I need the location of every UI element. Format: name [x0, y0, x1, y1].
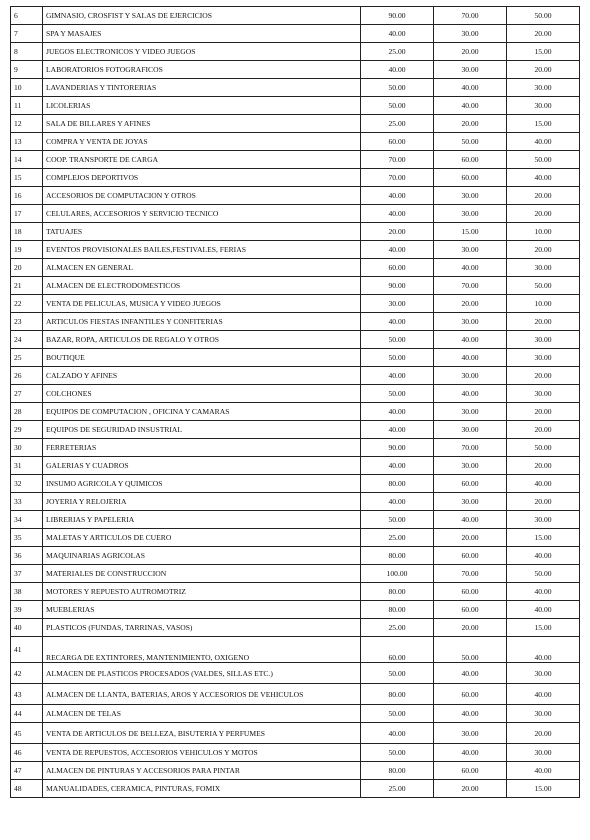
rate-value-2: 30.00	[434, 205, 507, 223]
row-number: 37	[11, 565, 43, 583]
rate-value-3: 20.00	[507, 367, 580, 385]
rate-value-3: 40.00	[507, 133, 580, 151]
rate-value-2: 20.00	[434, 295, 507, 313]
activity-name: TATUAJES	[43, 223, 361, 241]
row-number: 42	[11, 663, 43, 684]
rate-value-3: 20.00	[507, 493, 580, 511]
activity-name: EQUIPOS DE SEGURIDAD INSUSTRIAL	[43, 421, 361, 439]
rate-value-2: 30.00	[434, 25, 507, 43]
row-number: 22	[11, 295, 43, 313]
rate-value-2: 40.00	[434, 705, 507, 723]
activity-name: CELULARES, ACCESORIOS Y SERVICIO TECNICO	[43, 205, 361, 223]
rate-value-3: 40.00	[507, 547, 580, 565]
row-number: 38	[11, 583, 43, 601]
activity-name: LABORATORIOS FOTOGRAFICOS	[43, 61, 361, 79]
rate-value-1: 40.00	[361, 187, 434, 205]
row-number: 20	[11, 259, 43, 277]
activity-name: LIBRERIAS Y PAPELERIA	[43, 511, 361, 529]
table-row	[11, 367, 580, 385]
table-row	[11, 421, 580, 439]
rate-value-1: 50.00	[361, 97, 434, 115]
rate-value-1: 40.00	[361, 457, 434, 475]
rate-value-3: 40.00	[507, 583, 580, 601]
activity-name: COOP. TRANSPORTE DE CARGA	[43, 151, 361, 169]
row-number: 47	[11, 762, 43, 780]
rate-value-3: 20.00	[507, 205, 580, 223]
row-number: 25	[11, 349, 43, 367]
activity-name: COMPRA Y VENTA DE JOYAS	[43, 133, 361, 151]
table-row	[11, 223, 580, 241]
table-row	[11, 349, 580, 367]
rate-value-3: 50.00	[507, 565, 580, 583]
table-row	[11, 619, 580, 637]
rate-value-1: 50.00	[361, 331, 434, 349]
activity-name: ALMACEN DE PINTURAS Y ACCESORIOS PARA PINTAR	[43, 762, 361, 780]
rate-value-1: 25.00	[361, 529, 434, 547]
table-row	[11, 529, 580, 547]
rate-value-1: 40.00	[361, 403, 434, 421]
rate-value-2: 40.00	[434, 385, 507, 403]
row-number: 24	[11, 331, 43, 349]
rate-value-1: 20.00	[361, 223, 434, 241]
rate-value-2: 30.00	[434, 367, 507, 385]
rate-value-3: 50.00	[507, 151, 580, 169]
table-row	[11, 705, 580, 723]
row-number: 46	[11, 744, 43, 762]
rate-value-3: 20.00	[507, 25, 580, 43]
rate-value-3: 30.00	[507, 663, 580, 684]
table-row	[11, 205, 580, 223]
rate-value-2: 40.00	[434, 259, 507, 277]
rate-value-2: 70.00	[434, 565, 507, 583]
table-row	[11, 475, 580, 493]
rate-value-1: 60.00	[361, 133, 434, 151]
table-row	[11, 637, 580, 663]
activity-name: FERRETERIAS	[43, 439, 361, 457]
table-row	[11, 547, 580, 565]
row-number: 44	[11, 705, 43, 723]
rate-value-2: 40.00	[434, 331, 507, 349]
rate-value-3: 30.00	[507, 385, 580, 403]
rate-value-1: 40.00	[361, 723, 434, 744]
rate-value-2: 70.00	[434, 277, 507, 295]
table-row	[11, 79, 580, 97]
rate-value-3: 40.00	[507, 762, 580, 780]
rate-value-2: 70.00	[434, 7, 507, 25]
rate-value-1: 40.00	[361, 25, 434, 43]
row-number: 6	[11, 7, 43, 25]
rate-value-2: 20.00	[434, 780, 507, 798]
table-row	[11, 385, 580, 403]
table-row	[11, 565, 580, 583]
activity-name: PLASTICOS (FUNDAS, TARRINAS, VASOS)	[43, 619, 361, 637]
rate-value-2: 60.00	[434, 169, 507, 187]
row-number: 16	[11, 187, 43, 205]
rate-value-1: 60.00	[361, 637, 434, 663]
table-row	[11, 684, 580, 705]
table-row	[11, 601, 580, 619]
rate-value-1: 50.00	[361, 349, 434, 367]
rate-value-1: 90.00	[361, 277, 434, 295]
rate-value-3: 30.00	[507, 97, 580, 115]
table-row	[11, 723, 580, 744]
rate-value-3: 30.00	[507, 744, 580, 762]
rate-value-2: 20.00	[434, 529, 507, 547]
rate-value-3: 40.00	[507, 475, 580, 493]
rate-value-2: 50.00	[434, 133, 507, 151]
activity-name: MUEBLERIAS	[43, 601, 361, 619]
table-row	[11, 780, 580, 798]
rate-value-1: 80.00	[361, 475, 434, 493]
rate-value-2: 60.00	[434, 151, 507, 169]
activity-name: SPA Y MASAJES	[43, 25, 361, 43]
activity-name: ALMACEN DE PLASTICOS PROCESADOS (VALDES, SILLAS ETC.)	[43, 663, 361, 684]
table-row	[11, 744, 580, 762]
rate-value-2: 20.00	[434, 115, 507, 133]
activity-name: EVENTOS PROVISIONALES BAILES,FESTIVALES, FERIAS	[43, 241, 361, 259]
rate-value-2: 30.00	[434, 241, 507, 259]
rate-value-2: 40.00	[434, 97, 507, 115]
rate-value-3: 15.00	[507, 780, 580, 798]
rate-value-1: 50.00	[361, 663, 434, 684]
rate-value-3: 20.00	[507, 313, 580, 331]
rate-value-2: 70.00	[434, 439, 507, 457]
rate-value-2: 40.00	[434, 511, 507, 529]
rate-value-1: 40.00	[361, 493, 434, 511]
activity-name: BOUTIQUE	[43, 349, 361, 367]
rate-value-3: 40.00	[507, 637, 580, 663]
rate-value-3: 10.00	[507, 295, 580, 313]
rate-value-3: 30.00	[507, 79, 580, 97]
rate-value-2: 30.00	[434, 313, 507, 331]
table-row	[11, 259, 580, 277]
rate-value-2: 60.00	[434, 475, 507, 493]
table-row	[11, 313, 580, 331]
table-row	[11, 133, 580, 151]
table-row	[11, 43, 580, 61]
rate-value-2: 30.00	[434, 457, 507, 475]
rate-value-2: 40.00	[434, 663, 507, 684]
activity-name: MOTORES Y REPUESTO AUTROMOTRIZ	[43, 583, 361, 601]
activity-name: MAQUINARIAS AGRICOLAS	[43, 547, 361, 565]
rate-value-1: 80.00	[361, 583, 434, 601]
tariff-table	[10, 6, 580, 798]
row-number: 32	[11, 475, 43, 493]
rate-value-3: 40.00	[507, 169, 580, 187]
rate-value-3: 50.00	[507, 277, 580, 295]
rate-value-1: 70.00	[361, 151, 434, 169]
rate-value-2: 15.00	[434, 223, 507, 241]
table-row	[11, 7, 580, 25]
rate-value-1: 25.00	[361, 780, 434, 798]
activity-name: MALETAS Y ARTICULOS DE CUERO	[43, 529, 361, 547]
rate-value-2: 50.00	[434, 637, 507, 663]
table-row	[11, 439, 580, 457]
activity-name: VENTA DE REPUESTOS, ACCESORIOS VEHICULOS Y MOTOS	[43, 744, 361, 762]
table-row	[11, 97, 580, 115]
row-number: 17	[11, 205, 43, 223]
rate-value-2: 30.00	[434, 187, 507, 205]
rate-value-3: 30.00	[507, 511, 580, 529]
rate-value-2: 40.00	[434, 744, 507, 762]
rate-value-2: 30.00	[434, 403, 507, 421]
rate-value-3: 10.00	[507, 223, 580, 241]
rate-value-1: 80.00	[361, 547, 434, 565]
row-number: 11	[11, 97, 43, 115]
rate-value-2: 60.00	[434, 547, 507, 565]
rate-value-1: 50.00	[361, 744, 434, 762]
activity-name: BAZAR, ROPA, ARTICULOS DE REGALO Y OTROS	[43, 331, 361, 349]
row-number: 9	[11, 61, 43, 79]
rate-value-2: 40.00	[434, 349, 507, 367]
rate-value-2: 60.00	[434, 684, 507, 705]
row-number: 33	[11, 493, 43, 511]
rate-value-1: 40.00	[361, 367, 434, 385]
rate-value-3: 20.00	[507, 723, 580, 744]
row-number: 23	[11, 313, 43, 331]
table-row	[11, 115, 580, 133]
rate-value-3: 20.00	[507, 457, 580, 475]
rate-value-3: 20.00	[507, 61, 580, 79]
row-number: 15	[11, 169, 43, 187]
rate-value-2: 60.00	[434, 601, 507, 619]
table-row	[11, 25, 580, 43]
tariff-table-body	[11, 7, 580, 798]
row-number: 39	[11, 601, 43, 619]
table-row	[11, 403, 580, 421]
row-number: 48	[11, 780, 43, 798]
activity-name: JUEGOS ELECTRONICOS Y VIDEO JUEGOS	[43, 43, 361, 61]
rate-value-3: 20.00	[507, 241, 580, 259]
rate-value-1: 40.00	[361, 61, 434, 79]
rate-value-3: 20.00	[507, 187, 580, 205]
rate-value-3: 50.00	[507, 439, 580, 457]
row-number: 29	[11, 421, 43, 439]
activity-name: SALA DE BILLARES Y AFINES	[43, 115, 361, 133]
rate-value-1: 50.00	[361, 511, 434, 529]
table-row	[11, 583, 580, 601]
rate-value-1: 40.00	[361, 421, 434, 439]
rate-value-2: 40.00	[434, 79, 507, 97]
activity-name: ACCESORIOS DE COMPUTACION Y OTROS	[43, 187, 361, 205]
row-number: 31	[11, 457, 43, 475]
rate-value-2: 30.00	[434, 493, 507, 511]
row-number: 21	[11, 277, 43, 295]
rate-value-3: 50.00	[507, 7, 580, 25]
row-number: 30	[11, 439, 43, 457]
table-row	[11, 61, 580, 79]
rate-value-1: 50.00	[361, 705, 434, 723]
activity-name: MANUALIDADES, CERAMICA, PINTURAS, FOMIX	[43, 780, 361, 798]
row-number: 40	[11, 619, 43, 637]
rate-value-3: 20.00	[507, 421, 580, 439]
table-row	[11, 457, 580, 475]
table-row	[11, 511, 580, 529]
rate-value-1: 90.00	[361, 7, 434, 25]
rate-value-1: 90.00	[361, 439, 434, 457]
rate-value-3: 15.00	[507, 43, 580, 61]
rate-value-1: 40.00	[361, 313, 434, 331]
row-number: 8	[11, 43, 43, 61]
row-number: 27	[11, 385, 43, 403]
activity-name: ALMACEN DE TELAS	[43, 705, 361, 723]
row-number: 26	[11, 367, 43, 385]
rate-value-3: 20.00	[507, 403, 580, 421]
rate-value-1: 40.00	[361, 205, 434, 223]
rate-value-2: 30.00	[434, 61, 507, 79]
table-row	[11, 331, 580, 349]
rate-value-1: 50.00	[361, 385, 434, 403]
rate-value-3: 15.00	[507, 529, 580, 547]
activity-name: RECARGA DE EXTINTORES, MANTENIMIENTO, OXIGENO	[43, 637, 361, 663]
rate-value-3: 30.00	[507, 705, 580, 723]
rate-value-2: 60.00	[434, 762, 507, 780]
rate-value-3: 30.00	[507, 259, 580, 277]
rate-value-1: 25.00	[361, 115, 434, 133]
activity-name: COMPLEJOS DEPORTIVOS	[43, 169, 361, 187]
row-number: 34	[11, 511, 43, 529]
rate-value-2: 20.00	[434, 43, 507, 61]
activity-name: COLCHONES	[43, 385, 361, 403]
table-row	[11, 187, 580, 205]
activity-name: VENTA DE PELICULAS, MUSICA Y VIDEO JUEGOS	[43, 295, 361, 313]
table-row	[11, 241, 580, 259]
row-number: 36	[11, 547, 43, 565]
activity-name: ALMACEN EN GENERAL	[43, 259, 361, 277]
row-number: 18	[11, 223, 43, 241]
row-number: 35	[11, 529, 43, 547]
row-number: 14	[11, 151, 43, 169]
rate-value-3: 30.00	[507, 349, 580, 367]
table-row	[11, 277, 580, 295]
rate-value-1: 80.00	[361, 762, 434, 780]
rate-value-3: 15.00	[507, 115, 580, 133]
activity-name: LICOLERIAS	[43, 97, 361, 115]
rate-value-2: 20.00	[434, 619, 507, 637]
rate-value-2: 30.00	[434, 723, 507, 744]
rate-value-1: 25.00	[361, 619, 434, 637]
rate-value-3: 40.00	[507, 601, 580, 619]
activity-name: ALMACEN DE LLANTA, BATERIAS, AROS Y ACCESORIOS DE VEHICULOS	[43, 684, 361, 705]
row-number: 7	[11, 25, 43, 43]
rate-value-3: 30.00	[507, 331, 580, 349]
table-row	[11, 762, 580, 780]
activity-name: VENTA DE ARTICULOS DE BELLEZA, BISUTERIA Y PERFUMES	[43, 723, 361, 744]
rate-value-1: 100.00	[361, 565, 434, 583]
row-number: 13	[11, 133, 43, 151]
rate-value-1: 50.00	[361, 79, 434, 97]
activity-name: LAVANDERIAS Y TINTORERIAS	[43, 79, 361, 97]
row-number: 43	[11, 684, 43, 705]
activity-name: ARTICULOS FIESTAS INFANTILES Y CONFITERIAS	[43, 313, 361, 331]
activity-name: ALMACEN DE ELECTRODOMESTICOS	[43, 277, 361, 295]
table-row	[11, 169, 580, 187]
rate-value-2: 30.00	[434, 421, 507, 439]
table-row	[11, 295, 580, 313]
activity-name: GALERIAS Y CUADROS	[43, 457, 361, 475]
activity-name: EQUIPOS DE COMPUTACION , OFICINA Y CAMARAS	[43, 403, 361, 421]
activity-name: CALZADO Y AFINES	[43, 367, 361, 385]
table-row	[11, 663, 580, 684]
rate-value-1: 80.00	[361, 601, 434, 619]
table-row	[11, 493, 580, 511]
rate-value-3: 40.00	[507, 684, 580, 705]
rate-value-1: 40.00	[361, 241, 434, 259]
rate-value-1: 30.00	[361, 295, 434, 313]
table-row	[11, 151, 580, 169]
rate-value-1: 80.00	[361, 684, 434, 705]
row-number: 41	[11, 637, 43, 663]
row-number: 28	[11, 403, 43, 421]
row-number: 19	[11, 241, 43, 259]
row-number: 45	[11, 723, 43, 744]
rate-value-2: 60.00	[434, 583, 507, 601]
activity-name: INSUMO AGRICOLA Y QUIMICOS	[43, 475, 361, 493]
rate-value-1: 60.00	[361, 259, 434, 277]
activity-name: MATERIALES DE CONSTRUCCION	[43, 565, 361, 583]
activity-name: JOYERIA Y RELOJERIA	[43, 493, 361, 511]
activity-name: GIMNASIO, CROSFIST Y SALAS DE EJERCICIOS	[43, 7, 361, 25]
rate-value-1: 70.00	[361, 169, 434, 187]
row-number: 10	[11, 79, 43, 97]
rate-value-3: 15.00	[507, 619, 580, 637]
row-number: 12	[11, 115, 43, 133]
rate-value-1: 25.00	[361, 43, 434, 61]
